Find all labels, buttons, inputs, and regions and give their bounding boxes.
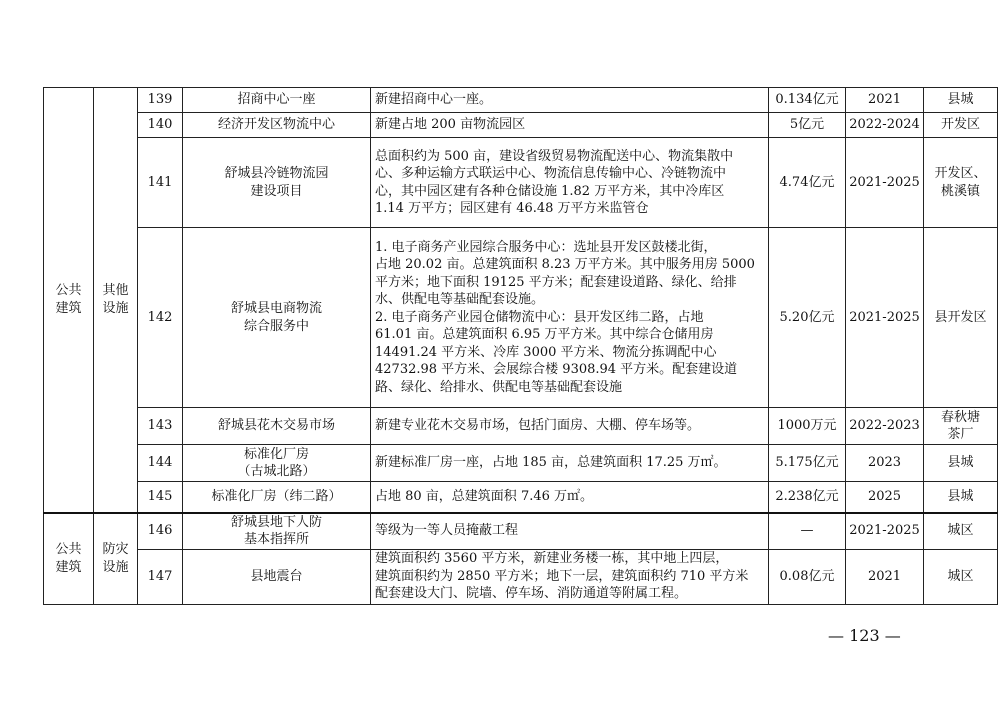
row-number: 141	[138, 138, 183, 228]
row-number: 143	[138, 408, 183, 445]
period: 2022-2023	[846, 408, 924, 445]
project-name: 舒城县地下人防 基本指挥所	[183, 513, 371, 550]
project-name: 招商中心一座	[183, 88, 371, 113]
period: 2025	[846, 482, 924, 513]
row-number: 142	[138, 228, 183, 408]
table-row	[44, 138, 998, 228]
table-row	[44, 408, 998, 445]
project-description: 总面积约为 500 亩，建设省级贸易物流配送中心、物流集散中 心、多种运输方式联运中心、物流信息传输中心、冷链物流中 心，其中园区建有各种仓储设施 1.82 万平方米，其中冷库区 1.14 万平方；园区建有 46.48 万平方米监管仓	[371, 138, 769, 228]
row-number: 140	[138, 113, 183, 138]
investment: 5.175亿元	[769, 445, 846, 482]
period: 2021-2025	[846, 228, 924, 408]
investment: 2.238亿元	[769, 482, 846, 513]
location: 县城	[924, 445, 998, 482]
subcategory-cell: 防灾 设施	[94, 513, 138, 605]
project-name: 标准化厂房（纬二路）	[183, 482, 371, 513]
project-name: 县地震台	[183, 549, 371, 604]
investment: —	[769, 513, 846, 550]
row-number: 147	[138, 549, 183, 604]
table-row	[44, 228, 998, 408]
investment: 5亿元	[769, 113, 846, 138]
project-description: 新建标准厂房一座，占地 185 亩，总建筑面积 17.25 万㎡。	[371, 445, 769, 482]
period: 2021-2025	[846, 138, 924, 228]
location: 城区	[924, 549, 998, 604]
project-description: 占地 80 亩，总建筑面积 7.46 万㎡。	[371, 482, 769, 513]
location: 县开发区	[924, 228, 998, 408]
category-cell: 公共 建筑	[44, 88, 94, 513]
period: 2022-2024	[846, 113, 924, 138]
row-number: 144	[138, 445, 183, 482]
investment: 0.134亿元	[769, 88, 846, 113]
investment: 5.20亿元	[769, 228, 846, 408]
location: 县城	[924, 482, 998, 513]
project-description: 1. 电子商务产业园综合服务中心：选址县开发区鼓楼北街， 占地 20.02 亩。总建筑面积 8.23 万平方米。其中服务用房 5000 平方米；地下面积 19125 平方米；配套建设道路、绿化、给排 水、供配电等基础配套设施。 2. 电子商务产业园仓储物流中心：县开发区纬二路，占地 61.01 亩。总建筑面积 6.95 万平方米。其中综合仓储用房 14491.24 平方米、冷库 3000 平方米、物流分拣调配中心 42732.98 平方米、会展综合楼 9308.94 平方米。配套建设道 路、绿化、给排水、供配电等基础配套设施	[371, 228, 769, 408]
row-number: 145	[138, 482, 183, 513]
project-name: 经济开发区物流中心	[183, 113, 371, 138]
project-description: 建筑面积约 3560 平方米，新建业务楼一栋，其中地上四层， 建筑面积约为 2850 平方米；地下一层，建筑面积约 710 平方米 配套建设大门、院墙、停车场、消防通道等附属工程。	[371, 549, 769, 604]
row-number: 139	[138, 88, 183, 113]
project-description: 新建专业花木交易市场，包括门面房、大棚、停车场等。	[371, 408, 769, 445]
table-row	[44, 482, 998, 513]
investment: 1000万元	[769, 408, 846, 445]
project-name: 舒城县电商物流 综合服务中	[183, 228, 371, 408]
project-name: 舒城县冷链物流园 建设项目	[183, 138, 371, 228]
investment: 0.08亿元	[769, 549, 846, 604]
row-number: 146	[138, 513, 183, 550]
category-cell: 公共 建筑	[44, 513, 94, 605]
period: 2023	[846, 445, 924, 482]
investment: 4.74亿元	[769, 138, 846, 228]
project-description: 新建招商中心一座。	[371, 88, 769, 113]
subcategory-cell: 其他 设施	[94, 88, 138, 513]
location: 县城	[924, 88, 998, 113]
project-description: 新建占地 200 亩物流园区	[371, 113, 769, 138]
location: 城区	[924, 513, 998, 550]
period: 2021	[846, 88, 924, 113]
page-number: — 123 —	[828, 626, 901, 645]
project-table	[43, 87, 998, 605]
table-row	[44, 549, 998, 604]
location: 开发区、 桃溪镇	[924, 138, 998, 228]
table-row	[44, 445, 998, 482]
period: 2021-2025	[846, 513, 924, 550]
table-row	[44, 113, 998, 138]
location: 春秋塘 茶厂	[924, 408, 998, 445]
table-row	[44, 513, 998, 550]
table-row	[44, 88, 998, 113]
project-name: 标准化厂房 （古城北路）	[183, 445, 371, 482]
project-description: 等级为一等人员掩蔽工程	[371, 513, 769, 550]
location: 开发区	[924, 113, 998, 138]
period: 2021	[846, 549, 924, 604]
project-name: 舒城县花木交易市场	[183, 408, 371, 445]
